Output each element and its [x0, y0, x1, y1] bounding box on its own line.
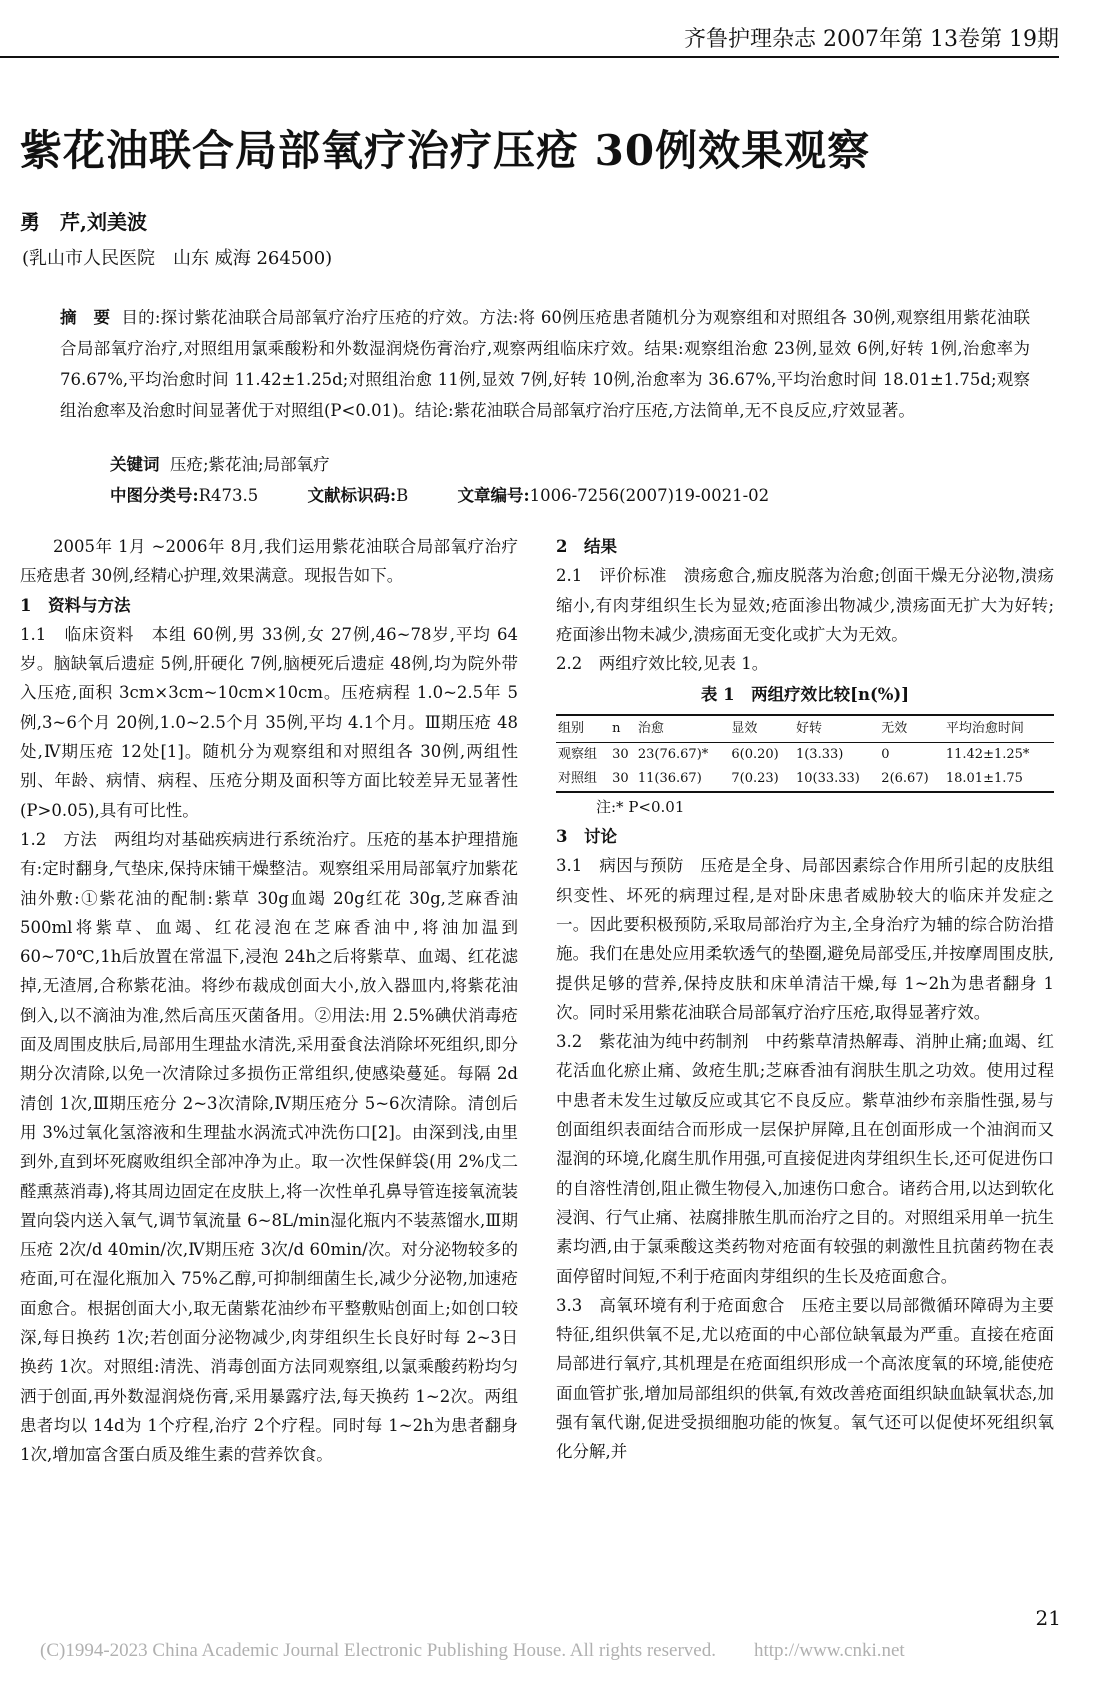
affiliation: (乳山市人民医院 山东 威海 264500): [22, 248, 333, 269]
table-header: 好转: [794, 715, 879, 743]
article-title: 紫花油联合局部氧疗治疗压疮 30例效果观察: [20, 126, 871, 175]
table-cell: 10(33.33): [794, 767, 879, 792]
doc-label: 文献标识码:: [307, 486, 397, 505]
paragraph-3-3: 3.3 高氧环境有利于疮面愈合 压疮主要以局部微循环障碍为主要特征,组织供氧不足,尤以疮面的中心部位缺氧最为严重。直接在疮面局部进行氧疗,其机理是在疮面组织形成一个高浓度氧的环境,能使疮面血管扩张,增加局部组织的供氧,有效改善疮面组织缺血缺氧状态,加强有氧代谢,促进受损细胞功能的恢复。氧气还可以促使坏死组织氧化分解,并: [556, 1295, 1054, 1462]
doc-value: B: [396, 486, 409, 505]
table-caption: 表 1 两组疗效比较[n(%)]: [700, 685, 910, 705]
copyright-footer: (C)1994-2023 China Academic Journal Electronic Publishing House. All rights reserved. http://www.cnki.net: [40, 1640, 905, 1661]
keywords-label: 关键词: [110, 455, 160, 474]
page-number: 21: [1035, 1606, 1061, 1630]
keywords-text: 压疮;紫花油;局部氧疗: [170, 455, 330, 474]
paragraph-1-2: 1.2 方法 两组均对基础疾病进行系统治疗。压疮的基本护理措施有:定时翻身,气垫床,保持床铺干燥整洁。观察组采用局部氧疗加紫花油外敷:①紫花油的配制:紫草 30g血竭 20g红花 30g,芝麻香油 500ml将紫草、血竭、红花浸泡在芝麻香油中,将油加温到 60~70℃,1h后放置在常温下,浸泡 24h之后将紫草、血竭、红花滤掉,无渣屑,合称紫花油。将纱布裁成创面大小,放入器皿内,将紫花油倒入,以不滴油为准,然后高压灭菌备用。②用法:用 2.5%碘伏消毒疮面及周围皮肤后,局部用生理盐水清洗,采用蚕食法消除坏死组织,即分期分次清除,以免一次清除过多损伤正常组织,使感染蔓延。每隔 2d清创 1次,Ⅲ期压疮分 2~3次清除,Ⅳ期压疮分 5~6次清除。清创后用 3%过氧化氢溶液和生理盐水涡流式冲洗伤口[2]。由深到浅,由里到外,直到坏死腐败组织全部冲净为止。取一次性保鲜袋(用 2%戊二醛熏蒸消毒),将其周边固定在皮肤上,将一次性单孔鼻导管连接氧流装置向袋内送入氧气,调节氧流量 6~8L/min湿化瓶内不装蒸馏水,Ⅲ期压疮 2次/d 40min/次,Ⅳ期压疮 3次/d 60min/次。对分泌物较多的疮面,可在湿化瓶加入 75%乙醇,可抑制细菌生长,减少分泌物,加速疮面愈合。根据创面大小,取无菌紫花油纱布平整敷贴创面上;如创口较深,每日换药 1次;若创面分泌物减少,肉芽组织生长良好时每 2~3日换药 1次。对照组:清洗、消毒创面方法同观察组,以氯乘酸药粉均匀洒于创面,再外数湿润烧伤膏,采用暴露疗法,每天换药 1~2次。两组患者均以 14d为 1个疗程,治疗 2个疗程。同时每 1~2h为患者翻身 1次,增加富含蛋白质及维生素的营养饮食。: [20, 829, 518, 1465]
table-cell: 30: [610, 767, 636, 792]
table-cell: 6(0.20): [731, 746, 779, 762]
table-header: n: [610, 715, 636, 743]
abstract-label: 摘 要: [60, 308, 111, 327]
clc-label: 中图分类号:: [110, 486, 199, 505]
clc-value: R473.5: [198, 486, 259, 505]
table-header: 组别: [556, 715, 610, 743]
left-column: [20, 532, 518, 1470]
classification: [110, 482, 813, 506]
table-cell: 18.01±1.75: [944, 767, 1054, 792]
paragraph-1-1: 1.1 临床资料 本组 60例,男 33例,女 27例,46~78岁,平均 64岁。脑缺氧后遗症 5例,肝硬化 7例,脑梗死后遗症 48例,均为院外带入压疮,面积 3cm×3cm~10cm×10cm。压疮病程 1.0~2.5年 5例,3~6个月 20例,1.0~2.5个月 35例,平均 4.1个月。Ⅲ期压疮 48处,Ⅳ期压疮 12处[1]。随机分为观察组和对照组各 30例,两组性别、年龄、病情、病程、压疮分期及面积等方面比较差异无显著性(P>0.05),具有可比性。: [20, 624, 518, 820]
table-cell: 2(6.67): [879, 767, 944, 792]
article-number-value: 1006-7256(2007)19-0021-02: [529, 486, 770, 505]
authors: 勇 芹,刘美波: [20, 210, 147, 234]
table-header: 显效: [729, 715, 794, 743]
abstract-text: 目的:探讨紫花油联合局部氧疗治疗压疮的疗效。方法:将 60例压疮患者随机分为观察组和对照组各 30例,观察组用紫花油联合局部氧疗治疗,对照组用氯乘酸粉和外数湿润烧伤膏治疗,观察两组临床疗效。结果:观察组治愈 23例,显效 6例,好转 1例,治愈率为 76.67%,平均治愈时间 11.42±1.25d;对照组治愈 11例,显效 7例,好转 10例,治愈率为 36.67%,平均治愈时间 18.01±1.75d;观察组治愈率及治愈时间显著优于对照组(P<0.01)。结论:紫花油联合局部氧疗治疗压疮,方法简单,无不良反应,疗效显著。: [60, 308, 1030, 420]
intro-paragraph: 2005年 1月 ~2006年 8月,我们运用紫花油联合局部氧疗治疗压疮患者 30例,经精心护理,效果满意。现报告如下。: [20, 537, 518, 586]
table-cell: 0: [881, 746, 890, 762]
table-note: 注:* P<0.01: [596, 797, 685, 816]
abstract: [60, 302, 1030, 426]
table-cell: 11.42±1.25*: [945, 746, 1030, 762]
table-header: 无效: [879, 715, 944, 743]
table-header: 平均治愈时间: [944, 715, 1054, 743]
table-cell: 对照组: [556, 767, 610, 792]
table-header-row: [556, 715, 1054, 743]
section-heading-3: 3 讨论: [556, 827, 617, 847]
paragraph-3-1: 3.1 病因与预防 压疮是全身、局部因素综合作用所引起的皮肤组织变性、坏死的病理过程,是对卧床患者威胁较大的临床并发症之一。因此要积极预防,采取局部治疗为主,全身治疗为辅的综合防治措施。我们在患处应用柔软透气的垫圈,避免局部受压,并按摩周围皮肤,提供足够的营养,保持皮肤和床单清洁干燥,每 1~2h为患者翻身 1次。同时采用紫花油联合局部氧疗治疗压疮,取得显著疗效。: [556, 856, 1054, 1022]
table-row: [556, 767, 1054, 792]
paragraph-2-2: 2.2 两组疗效比较,见表 1。: [556, 654, 769, 674]
results-table: [556, 714, 1054, 793]
section-heading-2: 2 结果: [556, 537, 617, 556]
right-column: [556, 532, 1054, 1467]
table-cell: 30: [612, 746, 629, 762]
section-heading-1: 1 资料与方法: [20, 595, 131, 615]
keywords: [110, 451, 330, 475]
table-cell: 23(76.67)*: [637, 746, 709, 762]
paragraph-2-1: 2.1 评价标准 溃疡愈合,痂皮脱落为治愈;创面干燥无分泌物,溃疡缩小,有肉芽组织生长为显效;疮面渗出物减少,溃疡面无扩大为好转;疮面渗出物未减少,溃疡面无变化或扩大为无效。: [556, 566, 1054, 644]
table-header: 治愈: [636, 715, 730, 743]
table-row: [556, 742, 1054, 767]
journal-header: 齐鲁护理杂志 2007年第 13卷第 19期: [0, 22, 1059, 58]
table-cell: 观察组: [558, 746, 598, 762]
article-number-label: 文章编号:: [457, 486, 530, 505]
table-cell: 11(36.67): [636, 767, 730, 792]
paragraph-3-2: 3.2 紫花油为纯中药制剂 中药紫草清热解毒、消肿止痛;血竭、红花活血化瘀止痛、敛疮生肌;芝麻香油有润肤生肌之功效。使用过程中患者未发生过敏反应或其它不良反应。紫草油纱布亲脂性强,易与创面组织表面结合而形成一层保护屏障,且在创面形成一个油润而又湿润的环境,化腐生肌作用强,可直接促进肉芽组织生长,还可促进伤口的自溶性清创,阻止微生物侵入,加速伤口愈合。诸药合用,以达到软化浸润、行气止痛、祛腐排脓生肌而治疗之目的。对照组采用单一抗生素均洒,由于氯乘酸这类药物对疮面有较强的刺激性且抗菌药物在表面停留时间短,不利于疮面肉芽组织的生长及疮面愈合。: [556, 1032, 1054, 1286]
table-cell: 1(3.33): [795, 746, 844, 762]
table-cell: 7(0.23): [729, 767, 794, 792]
